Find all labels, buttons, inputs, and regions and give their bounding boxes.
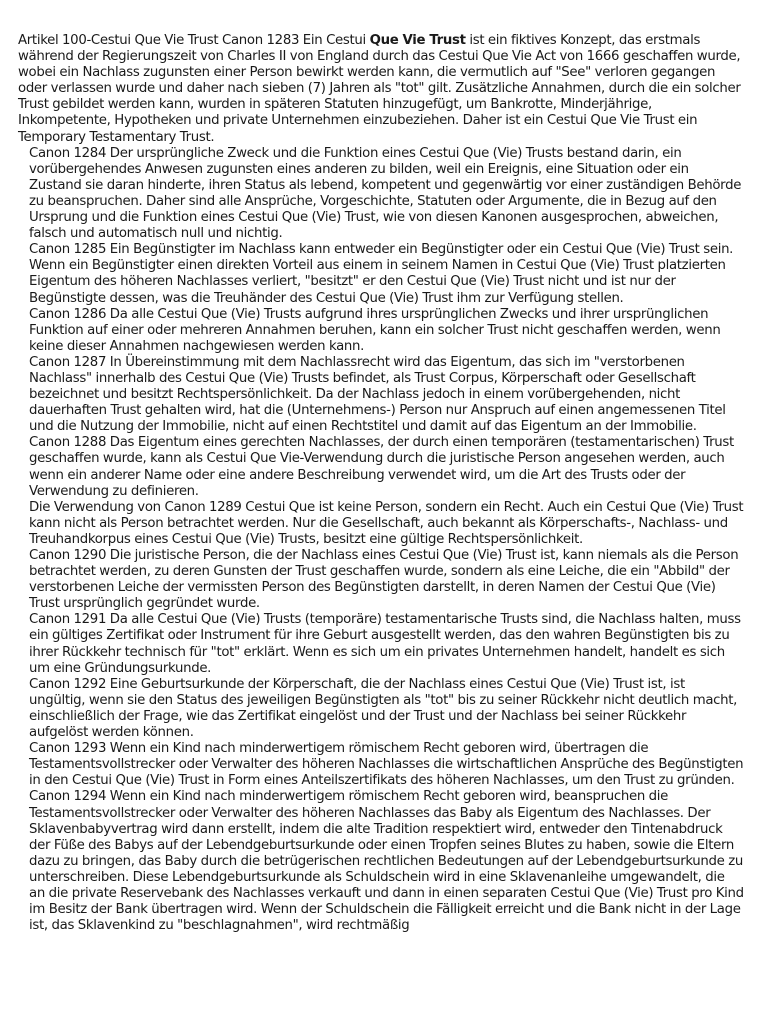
document-body	[18, 33, 744, 934]
paragraph-article-100	[18, 33, 744, 146]
paragraph-canon-1289: Die Verwendung von Canon 1289 Cestui Que ist keine Person, sondern ein Recht. Auch ein Cestui Que (Vie) Trust kann nicht als Person betrachtet werden. Nur die Gesellschaft, auch bekannt als Körperschafts-, Nachlass- und Treuhandkorpus eines Cestui Que (Vie) Trusts, besitzt eine gültige Rechtspersönlichkeit.	[29, 499, 744, 547]
highlighted-term: Que Vie Trust	[369, 33, 466, 48]
paragraph-canon-1293: Canon 1293 Wenn ein Kind nach minderwertigem römischem Recht geboren wird, übertragen die Testamentsvollstrecker oder Verwalter des höheren Nachlasses die wirtschaftlichen Ansprüche des Begünstigten in den Cestui Que (Vie) Trust in Form eines Anteilszertifikats des höheren Nachlasses, um den Trust zu gründen.	[29, 741, 744, 789]
paragraph-canon-1285: Canon 1285 Ein Begünstigter im Nachlass kann entweder ein Begünstigter oder ein Cestui Que (Vie) Trust sein. Wenn ein Begünstigter einen direkten Vorteil aus einem in seinem Namen in Cestui Que (Vie) Trust platzierten Eigentum des höheren Nachlasses verliert, "besitzt" er den Cestui Que (Vie) Trust nicht und ist nur der Begünstigte dessen, was die Treuhänder des Cestui Que (Vie) Trust ihm zur Verfügung stellen.	[29, 242, 734, 306]
paragraph-canon-1291: Canon 1291 Da alle Cestui Que (Vie) Trusts (temporäre) testamentarische Trusts sind, die Nachlass halten, muss ein gültiges Zertifikat oder Instrument für ihre Geburt ausgestellt werden, das den wahren Begünstigten bis zu ihrer Rückkehr technisch für "tot" erklärt. Wenn es sich um ein privates Unternehmen handelt, handelt es sich um eine Gründungsurkunde.	[29, 612, 741, 676]
paragraph-canon-1287: Canon 1287 In Übereinstimmung mit dem Nachlassrecht wird das Eigentum, das sich im "verstorbenen Nachlass" innerhalb des Cestui Que (Vie) Trusts befindet, als Trust Corpus, Körperschaft oder Gesellschaft bezeichnet und besitzt Rechtspersönlichkeit. Da der Nachlass jedoch in einem vorübergehenden, nicht dauerhaften Trust gehalten wird, hat die (Unternehmens-) Person nur Anspruch auf einen angemessenen Titel und die Nutzung der Immobilie, nicht auf einen Rechtstitel und damit auf das Eigentum an der Immobilie.	[29, 354, 726, 435]
paragraph-canon-1286: Canon 1286 Da alle Cestui Que (Vie) Trusts aufgrund ihres ursprünglichen Zwecks und ihrer ursprünglichen Funktion auf einer oder mehreren Annahmen beruhen, kann ein solcher Trust nicht geschaffen werden, wenn keine dieser Annahmen nachgewiesen werden kann.	[29, 306, 721, 354]
paragraph-text: Artikel 100-Cestui Que Vie Trust Canon 1283 Ein Cestui	[18, 33, 370, 48]
paragraph-canon-1288: Canon 1288 Das Eigentum eines gerechten Nachlasses, der durch einen temporären (testamentarischen) Trust geschaffen wurde, kann als Cestui Que Vie-Verwendung durch die juristische Person angesehen werden, auch wenn ein anderer Name oder eine andere Beschreibung verwendet wird, um die Art des Trusts oder der Verwendung zu definieren.	[29, 435, 734, 499]
paragraph-canon-1294: Canon 1294 Wenn ein Kind nach minderwertigem römischem Recht geboren wird, beanspruchen die Testamentsvollstrecker oder Verwalter des höheren Nachlasses das Baby als Eigentum des Nachlasses. Der Sklavenbabyvertrag wird dann erstellt, indem die alte Tradition respektiert wird, entweder den Tintenabdruck der Füße des Babys auf der Lebendgeburtsurkunde oder einen Tropfen seines Blutes zu haben, sowie die Eltern dazu zu bringen, das Baby durch die betrügerischen rechtlichen Bedeutungen auf der Lebendgeburtsurkunde zu unterschreiben. Diese Lebendgeburtsurkunde als Schuldschein wird in eine Sklavenanleihe umgewandelt, die an die private Reservebank des Nachlasses verkauft und dann in einen separaten Cestui Que (Vie) Trust pro Kind im Besitz der Bank übertragen wird. Wenn der Schuldschein die Fälligkeit erreicht und die Bank nicht in der Lage ist, das Sklavenkind zu "beschlagnahmen", wird rechtmäßig	[29, 789, 744, 934]
paragraph-canon-1292: Canon 1292 Eine Geburtsurkunde der Körperschaft, die der Nachlass eines Cestui Que (Vie) Trust ist, ist ungültig, wenn sie den Status des jeweiligen Begünstigten als "tot" bis zu seiner Rückkehr nicht deutlich macht, einschließlich der Frage, wie das Zertifikat eingelöst und der Trust und der Nachlass bei seiner Rückkehr aufgelöst werden können.	[29, 676, 738, 741]
paragraph-canon-1290: Canon 1290 Die juristische Person, die der Nachlass eines Cestui Que (Vie) Trust ist, kann niemals als die Person betrachtet werden, zu deren Gunsten der Trust geschaffen wurde, sondern als eine Leiche, die ein "Abbild" der verstorbenen Leiche der vermissten Person des Begünstigten darstellt, in deren Namen der Cestui Que (Vie) Trust ursprünglich gegründet wurde.	[29, 548, 739, 612]
paragraph-text: ist ein fiktives Konzept, das erstmals während der Regierungszeit von Charles II von England durch das Cestui Que Vie Act von 1666 geschaffen wurde, wobei ein Nachlass zugunsten einer Person bewirkt werden kann, die vermutlich auf "See" verloren gegangen oder verlassen wurde und daher nach sieben (7) Jahren als "tot" gilt. Zusätzliche Annahmen, durch die ein solcher Trust gebildet werden kann, wurden in späteren Statuten hinzugefügt, um Bankrotte, Minderjährige, Inkompetente, Hypotheken und private Unternehmen einzubeziehen. Daher ist ein Cestui Que Vie Trust ein Temporary Testamentary Trust.	[18, 33, 741, 145]
paragraph-canon-1284: Canon 1284 Der ursprüngliche Zweck und die Funktion eines Cestui Que (Vie) Trusts bestand darin, ein vorübergehendes Anwesen zugunsten eines anderen zu bilden, weil ein Ereignis, eine Situation oder ein Zustand sie daran hinderte, ihren Status als lebend, kompetent und gegenwärtig vor einer zuständigen Behörde zu beanspruchen. Daher sind alle Ansprüche, Vorgeschichte, Statuten oder Argumente, die in Bezug auf den Ursprung und die Funktion eines Cestui Que (Vie) Trust, wie von diesen Kanonen ausgesprochen, abweichen, falsch und automatisch null und nichtig.	[29, 145, 742, 242]
